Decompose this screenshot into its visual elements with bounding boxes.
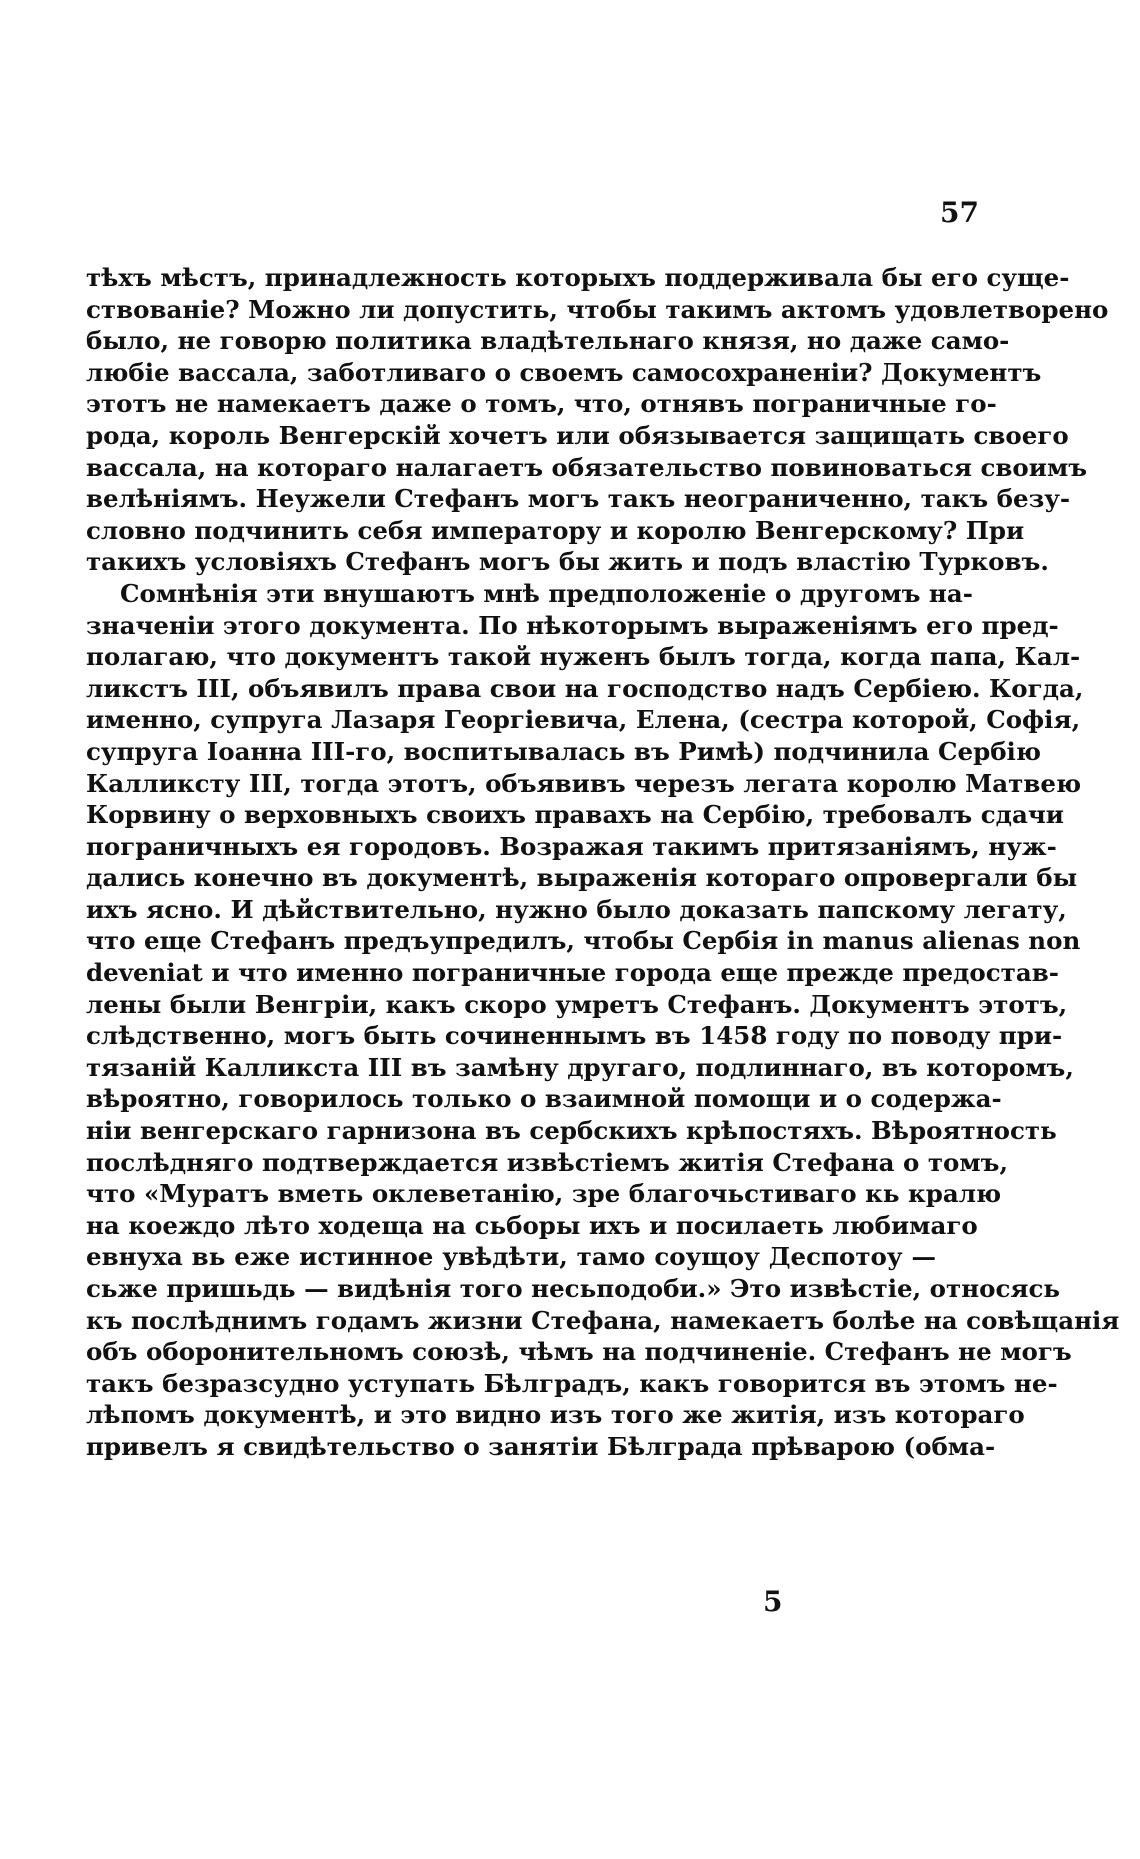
text-line: ихъ ясно. И дѣйствительно, нужно было доказать папскому легату, xyxy=(86,894,1067,924)
text-line: deveniat и что именно пограничные города еще прежде предостав- xyxy=(86,958,1059,988)
text-line: любіе вассала, заботливаго о своемъ самосохраненіи? Документъ xyxy=(86,357,1042,387)
text-line: что «Муратъ вметь оклеветанію, зре благочьстиваго кь кралю xyxy=(86,1179,1002,1209)
text-line: такихъ условіяхъ Стефанъ могъ бы жить и подъ властію Турковъ. xyxy=(86,547,1049,577)
text-line: ніи венгерскаго гарнизона въ сербскихъ крѣпостяхъ. Вѣроятность xyxy=(86,1116,1057,1146)
text-line: тѣхъ мѣстъ, принадлежность которыхъ поддерживала бы его суще- xyxy=(86,263,1070,292)
text-line: объ оборонительномъ союзѣ, чѣмъ на подчиненіе. Стефанъ не могъ xyxy=(86,1337,1072,1367)
text-line: такъ безразсудно уступать Бѣлградъ, какъ говорится въ этомъ не- xyxy=(86,1368,1058,1398)
text-line: рода, король Венгерскій хочетъ или обязывается защищать своего xyxy=(86,420,1069,450)
text-line: велѣніямъ. Неужели Стефанъ могъ такъ неограниченно, такъ безу- xyxy=(86,484,1071,514)
text-line: Корвину о верховныхъ своихъ правахъ на Сербію, требовалъ сдачи xyxy=(86,800,1064,830)
text-line: лены были Венгріи, какъ скоро умретъ Стефанъ. Документъ этотъ, xyxy=(86,989,1068,1019)
text-line: Калликсту III, тогда этотъ, объявивъ черезъ легата королю Матвею xyxy=(86,768,1082,798)
text-line: значеніи этого документа. По нѣкоторымъ выраженіямъ его пред- xyxy=(86,610,1059,640)
text-line: лѣпомъ документѣ, и это видно изъ того же житія, изъ котораго xyxy=(86,1400,1025,1430)
text-line: къ послѣднимъ годамъ жизни Стефана, намекаетъ болѣе на совѣщанія xyxy=(86,1305,1120,1335)
text-line: Сомнѣнія эти внушаютъ мнѣ предположеніе о другомъ на- xyxy=(120,578,973,608)
body-text xyxy=(86,262,1120,1463)
text-line: дались конечно въ документѣ, выраженія котораго опровергали бы xyxy=(86,863,1078,893)
signature-mark: 5 xyxy=(763,1585,783,1618)
text-line: ликстъ III, объявилъ права свои на господство надъ Сербіею. Когда, xyxy=(86,673,1084,703)
text-line: вассала, на котораго налагаетъ обязательство повиноваться своимъ xyxy=(86,452,1088,482)
text-line: пограничныхъ ея городовъ. Возражая такимъ притязаніямъ, нуж- xyxy=(86,831,1057,861)
text-line: супруга Іоанна III-го, воспитывалась въ Римѣ) подчинила Сербію xyxy=(86,736,1041,766)
text-line: полагаю, что документъ такой нуженъ былъ тогда, когда папа, Кал- xyxy=(86,642,1081,672)
text-line: тязаній Калликста III въ замѣну другаго, подлиннаго, въ которомъ, xyxy=(86,1052,1074,1082)
text-line: именно, супруга Лазаря Георгіевича, Елена, (сестра которой, Софія, xyxy=(86,705,1081,735)
text-line: на коеждо лѣто ходеща на сьборы ихъ и посилаеть любимаго xyxy=(86,1210,978,1240)
text-line: привелъ я свидѣтельство о занятіи Бѣлграда прѣварою (обма- xyxy=(86,1431,996,1461)
text-line: было, не говорю политика владѣтельнаго князя, но даже само- xyxy=(86,326,1010,356)
text-line: евнуха вь еже истинное увѣдѣти, тамо соущоу Деспотоу — xyxy=(86,1242,936,1272)
text-line: сьже пришьдь — видѣнія того несьподоби.» Это извѣстіе, относясь xyxy=(86,1274,1061,1303)
text-line: словно подчинить себя императору и королю Венгерскому? При xyxy=(86,515,1025,545)
text-line: вѣроятно, говорилось только о взаимной помощи и о содержа- xyxy=(86,1084,1002,1114)
text-line: послѣдняго подтверждается извѣстіемъ житія Стефана о томъ, xyxy=(86,1147,1008,1177)
page-number: 57 xyxy=(940,196,979,229)
text-line: ствованіе? Можно ли допустить, чтобы такимъ актомъ удовлетворено xyxy=(86,294,1109,324)
text-line: слѣдственно, могъ быть сочиненнымъ въ 1458 году по поводу при- xyxy=(86,1021,1063,1051)
text-line: этотъ не намекаетъ даже о томъ, что, отнявъ пограничные го- xyxy=(86,389,997,419)
text-line: что еще Стефанъ предъупредилъ, чтобы Сербія in manus alienas non xyxy=(86,926,1081,956)
